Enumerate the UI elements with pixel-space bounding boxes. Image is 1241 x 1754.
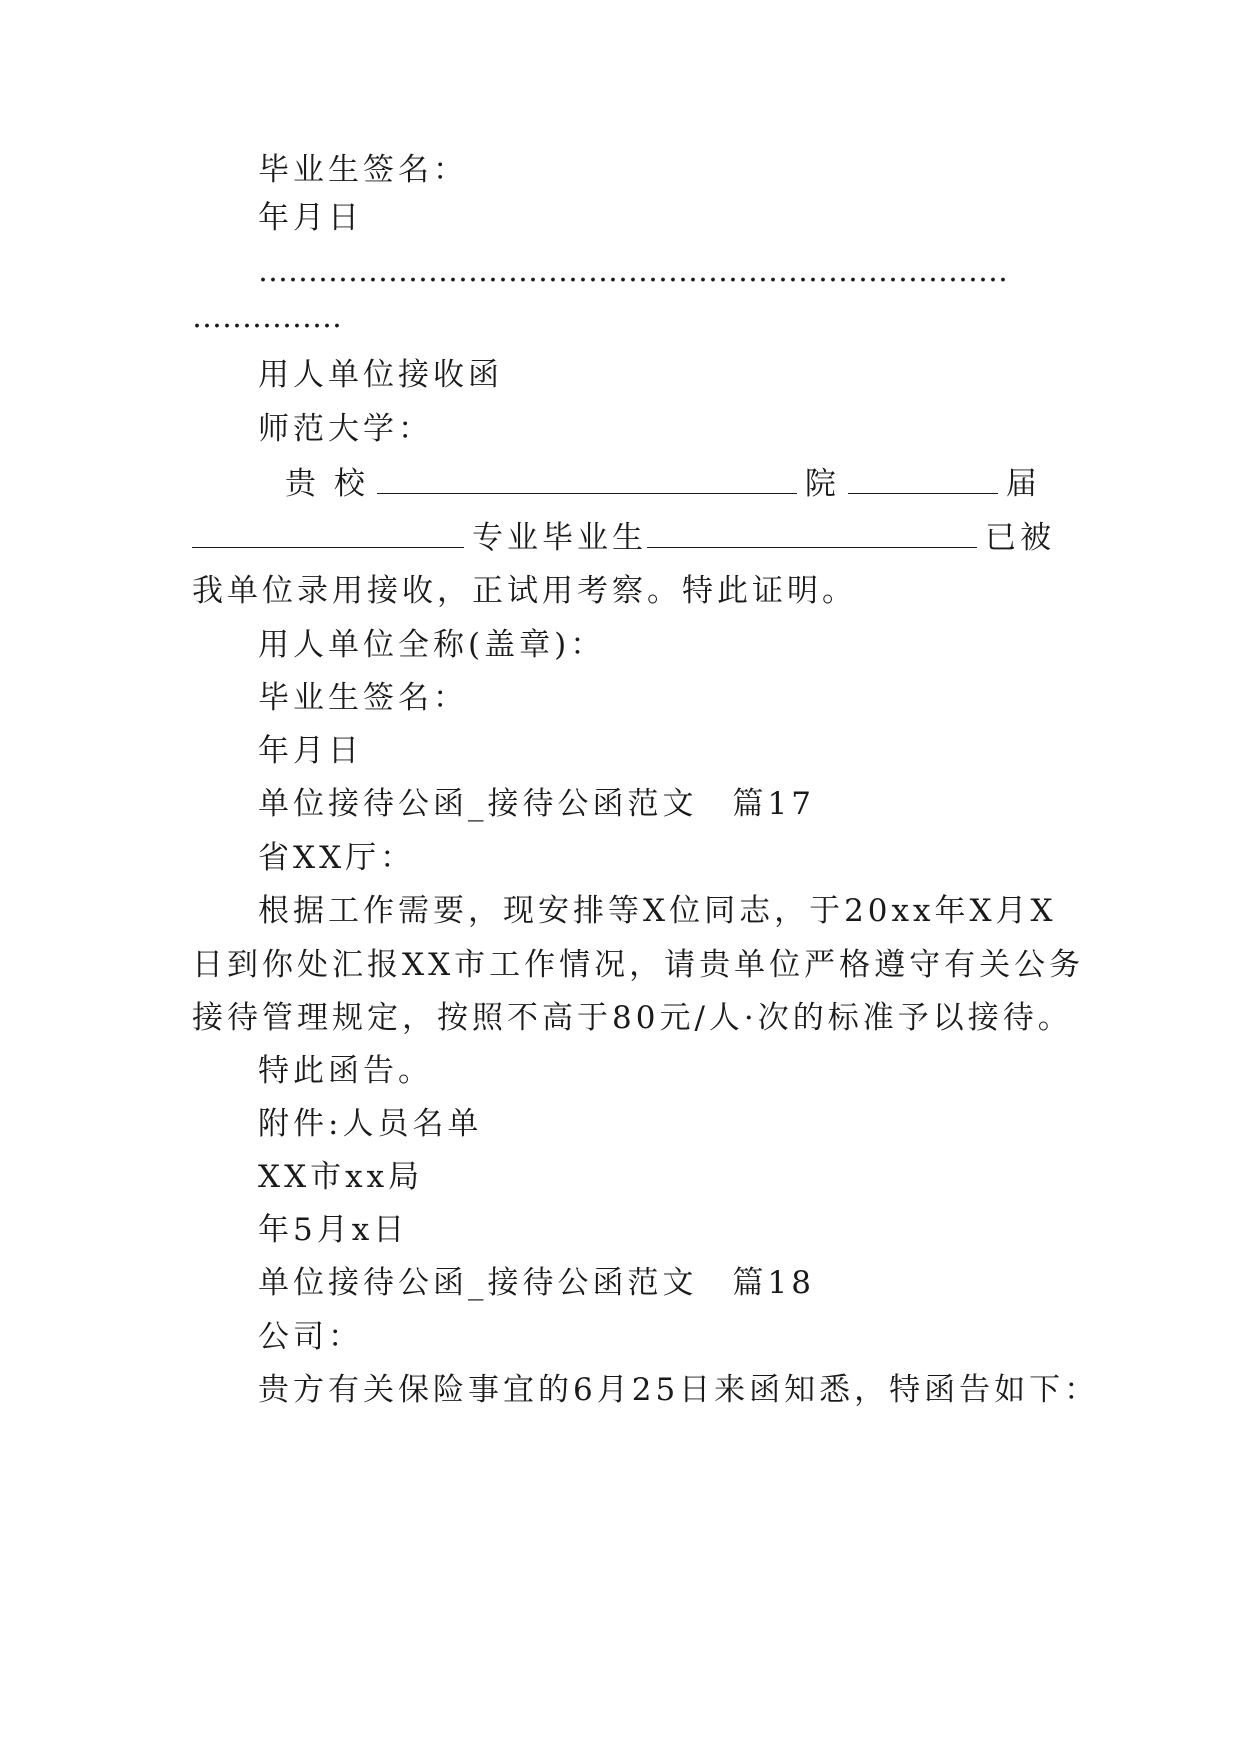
body-paragraph-line-2 [192, 517, 1055, 558]
blank-underline [647, 517, 977, 548]
blank-underline [377, 463, 797, 494]
paragraph-line: 根据工作需要，现安排等X位同志，于20xx年X月X [258, 893, 1057, 929]
blank-underline [192, 517, 464, 548]
recipient-line: 省XX厅： [258, 840, 416, 876]
graduate-signature-label: 毕业生签名： [258, 680, 468, 716]
blank-underline [848, 463, 998, 494]
letter-title: 用人单位接收函 [258, 357, 503, 393]
section-heading-17: 单位接待公函_接待公函范文 篇17 [258, 786, 815, 822]
section-heading-18: 单位接待公函_接待公函范文 篇18 [258, 1265, 815, 1301]
sender-line: XX市xx局 [258, 1159, 424, 1195]
paragraph-line: 日到你处汇报XX市工作情况，请贵单位严格遵守有关公务 [192, 947, 1085, 983]
body-text: 专业毕业生 [472, 520, 647, 556]
paragraph-line: 贵方有关保险事宜的6月25日来函知悉，特函告如下： [258, 1372, 1100, 1408]
body-text: 贵 校 [285, 466, 369, 502]
paragraph-line: 接待管理规定，按照不高于80元/人·次的标准予以接待。 [192, 1000, 1073, 1036]
dotted-separator: ………………………………………………………………… [258, 254, 1008, 289]
employer-name-label: 用人单位全称(盖章)： [258, 627, 606, 663]
body-text: 已被 [985, 520, 1055, 556]
date-line: 年月日 [258, 733, 363, 769]
recipient-line: 师范大学： [258, 411, 433, 447]
date-line: 年5月x日 [258, 1212, 409, 1248]
closing-line: 特此函告。 [258, 1053, 433, 1089]
body-paragraph-line-1 [285, 463, 1041, 504]
body-text: 院 [804, 466, 840, 502]
date-line: 年月日 [258, 200, 363, 236]
recipient-line: 公司： [258, 1319, 363, 1355]
body-text: 届 [1005, 466, 1041, 502]
graduate-signature-label: 毕业生签名： [258, 152, 468, 188]
body-paragraph-line-3: 我单位录用接收，正试用考察。特此证明。 [192, 573, 857, 609]
attachment-line: 附件:人员名单 [258, 1106, 483, 1142]
dotted-separator-continued: …………… [192, 300, 342, 335]
